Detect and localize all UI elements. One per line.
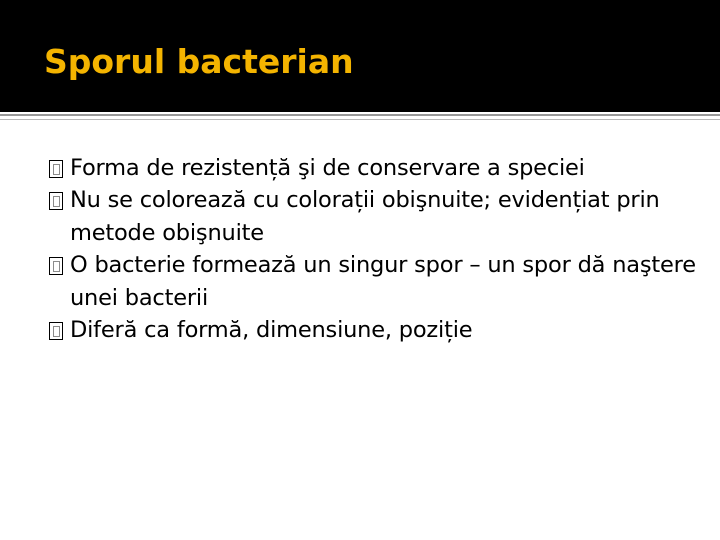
missing-glyph-box-icon (49, 257, 63, 275)
bullet-list (49, 152, 714, 346)
bullet-item-1 (49, 152, 714, 184)
title-divider (0, 114, 720, 116)
bullet-text-3: O bacterie formează un singur spor – un spor dă naştere unei bacterii (70, 252, 696, 311)
bullet-text-4: Diferă ca formă, dimensiune, poziție (70, 317, 473, 344)
slide-title: Sporul bacterian (44, 42, 354, 81)
bullet-item-2 (49, 184, 714, 249)
missing-glyph-box-icon (49, 322, 63, 340)
title-divider-thin (0, 119, 720, 120)
bullet-item-4 (49, 314, 714, 346)
missing-glyph-box-icon (49, 160, 63, 178)
bullet-item-3 (49, 249, 714, 314)
bullet-text-1: Forma de rezistență şi de conservare a speciei (70, 155, 585, 181)
title-bar (0, 0, 720, 112)
missing-glyph-box-icon (49, 192, 63, 210)
bullet-text-2: Nu se colorează cu colorații obişnuite; evidențiat prin metode obişnuite (70, 187, 660, 246)
